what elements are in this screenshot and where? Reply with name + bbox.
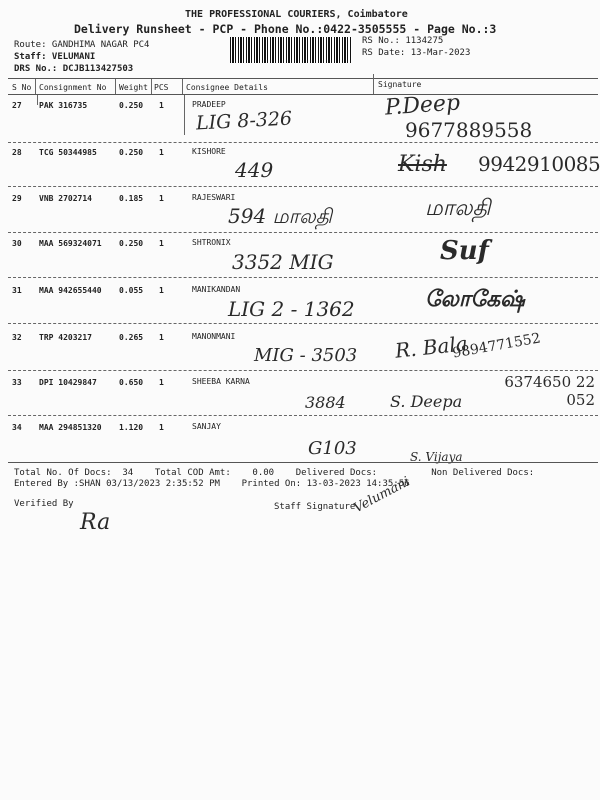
col-divider xyxy=(373,74,374,94)
row-consignment: MAA 569324071 xyxy=(39,239,102,248)
handwritten-signature: லோகேஷ் xyxy=(425,286,525,312)
row-consignee: PRADEEP xyxy=(192,100,226,109)
row-separator xyxy=(8,323,598,324)
row-separator xyxy=(8,186,598,187)
handwritten-address: LIG 8-326 xyxy=(195,107,293,135)
row-consignment: TRP 4203217 xyxy=(39,333,92,342)
row-consignment: PAK 316735 xyxy=(39,101,88,110)
handwritten-signature: Suf xyxy=(440,236,489,266)
row-pcs: 1 xyxy=(159,194,164,203)
row-weight: 0.650 xyxy=(119,378,144,387)
row-separator xyxy=(8,142,598,143)
handwritten-address: 3352 MIG xyxy=(232,250,334,274)
row-pcs: 1 xyxy=(159,378,164,387)
table-header-rule xyxy=(8,94,598,95)
drs-number: DRS No.: DCJB113427503 xyxy=(14,64,134,74)
col-consignee: Consignee Details xyxy=(186,83,268,92)
col-signature: Signature xyxy=(378,80,422,89)
row-pcs: 1 xyxy=(159,239,164,248)
row-consignment: VNB 2702714 xyxy=(39,194,92,203)
row-consignee: SHTRONIX xyxy=(192,238,231,247)
row-separator xyxy=(8,232,598,233)
row-consignee: SHEEBA KARNA xyxy=(192,377,250,386)
staff-label: Staff: VELUMANI xyxy=(14,52,96,62)
handwritten-phone: 6374650 22 052 xyxy=(504,373,595,409)
row-weight: 1.120 xyxy=(119,423,144,432)
row-sno: 27 xyxy=(12,101,22,110)
row-consignment: MAA 294851320 xyxy=(39,423,102,432)
col-sno: S No xyxy=(12,83,32,92)
table-top-rule xyxy=(8,78,598,79)
row-consignment: TCG 50344985 xyxy=(39,148,97,157)
handwritten-signature: Kish xyxy=(398,152,447,177)
rs-number: RS No.: 1134275 xyxy=(362,36,444,46)
row-consignment: DPI 10429847 xyxy=(39,378,97,387)
row-weight: 0.055 xyxy=(119,286,144,295)
row-sno: 34 xyxy=(12,423,22,432)
row-weight: 0.265 xyxy=(119,333,144,342)
row-pcs: 1 xyxy=(159,333,164,342)
handwritten-phone: 9942910085 xyxy=(478,152,600,176)
route-label: Route: GANDHIMA NAGAR PC4 xyxy=(14,40,150,50)
row-consignee: KISHORE xyxy=(192,147,226,156)
verified-signature: Ra xyxy=(80,510,111,535)
row-sno: 29 xyxy=(12,194,22,203)
handwritten-phone: 9894771552 xyxy=(451,330,542,362)
staff-signature-label: Staff Signature xyxy=(274,502,356,512)
handwritten-signature: S. Deepa xyxy=(390,392,463,411)
entered-printed-line: Entered By :SHAN 03/13/2023 2:35:52 PM Printed On: 13-03-2023 14:35:56 xyxy=(14,479,410,489)
totals-line: Total No. Of Docs: 34 Total COD Amt: 0.00 Delivered Docs: Non Delivered Docs: xyxy=(14,468,535,478)
handwritten-signature: S. Vijaya xyxy=(410,450,463,464)
handwritten-address: MIG - 3503 xyxy=(254,345,358,366)
handwritten-address: LIG 2 - 1362 xyxy=(228,297,355,321)
rs-date: RS Date: 13-Mar-2023 xyxy=(362,48,471,58)
col-divider xyxy=(182,79,183,94)
col-consignment: Consignment No xyxy=(39,83,107,92)
handwritten-address: G103 xyxy=(308,438,357,459)
col-weight: Weight xyxy=(119,83,148,92)
row-sno: 32 xyxy=(12,333,22,342)
col-divider xyxy=(37,95,38,105)
col-divider xyxy=(35,79,36,94)
row-consignee: SANJAY xyxy=(192,422,221,431)
col-divider xyxy=(115,79,116,94)
row-consignee: RAJESWARI xyxy=(192,193,236,202)
row-weight: 0.250 xyxy=(119,239,144,248)
table-bottom-rule xyxy=(8,462,598,463)
row-consignee: MANIKANDAN xyxy=(192,285,241,294)
col-divider xyxy=(151,79,152,94)
row-consignee: MANONMANI xyxy=(192,332,236,341)
verified-by-label: Verified By xyxy=(14,499,74,509)
row-sno: 31 xyxy=(12,286,22,295)
row-sno: 33 xyxy=(12,378,22,387)
handwritten-address: 3884 xyxy=(305,393,346,412)
row-weight: 0.185 xyxy=(119,194,144,203)
row-pcs: 1 xyxy=(159,423,164,432)
row-sno: 30 xyxy=(12,239,22,248)
handwritten-signature: மாலதி xyxy=(425,196,491,221)
handwritten-signature: R. Bala xyxy=(393,331,469,363)
row-separator xyxy=(8,415,598,416)
staff-handwritten-signature: Velumani xyxy=(351,474,413,517)
row-consignment: MAA 942655440 xyxy=(39,286,102,295)
col-divider xyxy=(184,95,185,135)
row-weight: 0.250 xyxy=(119,148,144,157)
row-pcs: 1 xyxy=(159,148,164,157)
row-weight: 0.250 xyxy=(119,101,144,110)
company-name: THE PROFESSIONAL COURIERS, Coimbatore xyxy=(185,9,408,20)
handwritten-phone: 9677889558 xyxy=(405,118,533,142)
handwritten-signature: P.Deep xyxy=(384,90,461,121)
row-separator xyxy=(8,277,598,278)
runsheet-title: Delivery Runsheet - PCP - Phone No.:0422-3505555 - Page No.:3 xyxy=(74,22,497,36)
barcode xyxy=(230,37,352,63)
handwritten-address: 449 xyxy=(235,158,274,182)
handwritten-address: 594 மாலதி xyxy=(228,204,333,228)
row-separator xyxy=(8,370,598,371)
row-pcs: 1 xyxy=(159,286,164,295)
row-sno: 28 xyxy=(12,148,22,157)
col-pcs: PCS xyxy=(154,83,169,92)
row-pcs: 1 xyxy=(159,101,164,110)
